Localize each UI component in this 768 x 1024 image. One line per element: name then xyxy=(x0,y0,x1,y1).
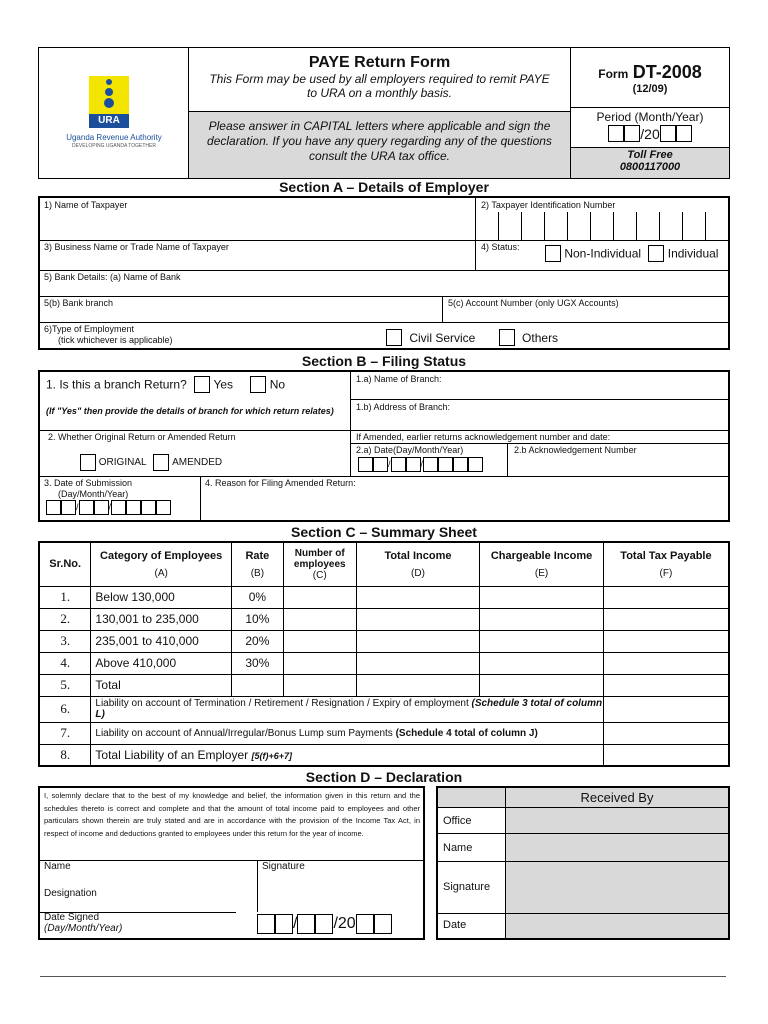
others-checkbox[interactable] xyxy=(499,329,515,346)
receiver-signature-field[interactable] xyxy=(506,862,728,914)
toll-free-label: Toll Free xyxy=(627,149,673,161)
cell-total-tax[interactable] xyxy=(603,652,729,674)
header-total-income: Total Income (D) xyxy=(356,542,480,586)
ack-number-label: 2.b Acknowledgement Number xyxy=(514,445,637,455)
receiver-signature-label: Signature xyxy=(443,881,491,893)
row-bonus-liability: Liability on account of Annual/Irregular/Bonus Lump sum Payments (Schedule 4 total of column J) xyxy=(91,722,604,744)
form-code-cell xyxy=(571,48,729,108)
non-individual-label: Non-Individual xyxy=(564,246,642,261)
header-chargeable-income: Chargeable Income (E) xyxy=(480,542,604,586)
office-label: Office xyxy=(443,815,472,827)
cell-total-income[interactable] xyxy=(356,608,480,630)
declarant-signature-label: Signature xyxy=(262,861,305,872)
table-row xyxy=(39,696,729,722)
row-number: 2. xyxy=(39,608,91,630)
row-rate: 10% xyxy=(231,608,283,630)
cell-total-income[interactable] xyxy=(356,652,480,674)
submission-date-label: 3. Date of Submission xyxy=(44,478,133,488)
row-category: Below 130,000 xyxy=(91,586,232,608)
individual-checkbox[interactable] xyxy=(648,245,664,262)
period-mid: /20 xyxy=(640,125,660,142)
section-b-title: Section B – Filing Status xyxy=(301,353,467,369)
declarant-designation-label: Designation xyxy=(44,888,97,899)
section-d-title: Section D – Declaration xyxy=(305,769,463,785)
reason-label: 4. Reason for Filing Amended Return: xyxy=(205,478,356,488)
individual-label: Individual xyxy=(667,246,719,261)
toll-free-number: 0800117000 xyxy=(619,161,681,173)
branch-no-checkbox[interactable] xyxy=(250,376,266,393)
declarant-name-label: Name xyxy=(44,861,71,872)
ack-date-boxes[interactable]: / / xyxy=(358,457,483,472)
employment-type-label: 6)Type of Employment xyxy=(44,324,135,334)
row-rate: 20% xyxy=(231,630,283,652)
date-signed-label: Date Signed xyxy=(44,912,100,923)
office-field[interactable] xyxy=(506,808,728,834)
cell-employees[interactable] xyxy=(283,586,356,608)
row-rate: 30% xyxy=(231,652,283,674)
form-title: PAYE Return Form xyxy=(308,54,451,71)
status-label: 4) Status: xyxy=(481,242,520,252)
row-number: 3. xyxy=(39,630,91,652)
account-number-label: 5(c) Account Number (only UGX Accounts) xyxy=(448,298,619,308)
period-label: Period (Month/Year) xyxy=(596,110,704,124)
original-label: ORIGINAL xyxy=(98,457,147,468)
non-individual-checkbox[interactable] xyxy=(545,245,561,262)
row-number: 7. xyxy=(39,722,91,744)
branch-no-label: No xyxy=(269,377,286,392)
employment-options xyxy=(386,329,558,346)
period-year-box-2[interactable] xyxy=(676,125,692,142)
cell-total-income[interactable] xyxy=(356,630,480,652)
declaration-text: I, solemnly declare that to the best of my knowledge and belief, the information given in this return and the schedules thereto is correct and complete and that the amount of total income paid to employees and other particulars shown therein are truly stated and are in accordance with the provision of the Income Tax Act, in respect of income and deductions granted to employees under this return for the year of income. xyxy=(44,791,420,838)
branch-address-label: 1.b) Address of Branch: xyxy=(356,402,451,412)
cell-total-tax[interactable] xyxy=(603,744,729,766)
header-category: Category of Employees (A) xyxy=(91,542,232,586)
cell-chargeable-income[interactable] xyxy=(480,608,604,630)
submission-date-boxes[interactable]: / / xyxy=(46,500,171,515)
cell-employees[interactable] xyxy=(283,608,356,630)
instruction-text: Please answer in CAPITAL letters where applicable and sign the declaration. If you have any query regarding any of the questions consult the URA tax office. xyxy=(207,119,552,163)
received-by-box xyxy=(436,786,730,940)
period-year-box-1[interactable] xyxy=(660,125,676,142)
received-by-header xyxy=(506,788,728,808)
receiver-name-label-cell xyxy=(438,834,506,862)
cell-employees[interactable] xyxy=(283,652,356,674)
logo-tagline: DEVELOPING UGANDA TOGETHER xyxy=(71,143,156,149)
bank-name-label: 5) Bank Details: (a) Name of Bank xyxy=(44,272,181,282)
table-row xyxy=(39,744,729,766)
cell-total-tax[interactable] xyxy=(603,630,729,652)
bank-branch-field[interactable] xyxy=(40,296,443,322)
ack-label: If Amended, earlier returns acknowledgement number and date: xyxy=(356,432,611,442)
table-row xyxy=(39,722,729,744)
receiver-date-field[interactable] xyxy=(506,914,728,938)
header-total-tax: Total Tax Payable (F) xyxy=(603,542,729,586)
row-category: 130,001 to 235,000 xyxy=(91,608,232,630)
table-row xyxy=(39,652,729,674)
section-c-title: Section C – Summary Sheet xyxy=(291,524,477,540)
section-a-title: Section A – Details of Employer xyxy=(279,179,489,195)
orig-amended-cell xyxy=(40,430,351,476)
footer-rule xyxy=(40,976,726,977)
row-number: 1. xyxy=(39,586,91,608)
ack-date-label: 2.a) Date(Day/Month/Year) xyxy=(356,445,464,455)
period-month-box-1[interactable] xyxy=(608,125,624,142)
cell-total-income[interactable] xyxy=(356,586,480,608)
branch-name-field[interactable] xyxy=(351,372,728,400)
amended-label: AMENDED xyxy=(172,457,223,468)
cell-total-tax[interactable] xyxy=(603,696,729,722)
cell-chargeable-income[interactable] xyxy=(480,586,604,608)
cell-total-tax[interactable] xyxy=(603,586,729,608)
period-cell xyxy=(571,108,729,148)
cell-total-income[interactable] xyxy=(356,674,480,696)
tin-boxes[interactable] xyxy=(498,212,728,240)
form-header xyxy=(38,47,730,179)
form-subtitle: This Form may be used by all employers required to remit PAYE to URA on a monthly basis. xyxy=(209,72,550,100)
business-name-field[interactable] xyxy=(40,240,476,270)
header-sr-no: Sr.No. xyxy=(39,542,91,586)
cell-employees[interactable] xyxy=(283,674,356,696)
branch-name-label: 1.a) Name of Branch: xyxy=(356,374,442,384)
cell-total-tax[interactable] xyxy=(603,674,729,696)
branch-yes-label: Yes xyxy=(213,377,234,392)
receiver-signature-label-cell xyxy=(438,862,506,914)
section-a xyxy=(38,196,730,350)
civil-service-checkbox[interactable] xyxy=(386,329,402,346)
business-name-label: 3) Business Name or Trade Name of Taxpayer xyxy=(44,242,229,252)
branch-yes-checkbox[interactable] xyxy=(194,376,210,393)
declaration-box xyxy=(38,786,425,940)
section-b xyxy=(38,370,730,522)
summary-table xyxy=(38,541,730,767)
branch-question-label: 1. Is this a branch Return? xyxy=(46,377,187,392)
date-year-prefix: /20 xyxy=(333,915,356,933)
cell-chargeable-income[interactable] xyxy=(480,652,604,674)
form-word: Form xyxy=(598,67,629,81)
row-category: Above 410,000 xyxy=(91,652,232,674)
summary-header-row xyxy=(39,542,729,586)
logo-text: URA xyxy=(89,114,129,128)
cell-employees[interactable] xyxy=(283,630,356,652)
received-by-label: Received By xyxy=(580,790,654,805)
office-label-cell xyxy=(438,808,506,834)
submission-date-hint: (Day/Month/Year) xyxy=(58,489,129,499)
row-number: 6. xyxy=(39,696,91,722)
header-rate: Rate (B) xyxy=(231,542,283,586)
civil-service-label: Civil Service xyxy=(409,330,476,345)
date-signed-hint: (Day/Month/Year) xyxy=(44,923,123,934)
bank-branch-label: 5(b) Bank branch xyxy=(44,298,114,308)
bank-name-field[interactable] xyxy=(40,270,728,296)
orig-amended-label: 2. Whether Original Return or Amended Return xyxy=(48,432,236,442)
row-rate xyxy=(231,674,283,696)
ura-logo xyxy=(89,76,129,128)
table-row xyxy=(39,630,729,652)
row-number: 4. xyxy=(39,652,91,674)
taxpayer-name-label: 1) Name of Taxpayer xyxy=(44,200,128,210)
form-version: (12/09) xyxy=(632,83,668,95)
instruction-cell xyxy=(189,112,571,178)
period-month-box-2[interactable] xyxy=(624,125,640,142)
logo-org: Uganda Revenue Authority xyxy=(66,133,162,142)
taxpayer-name-field[interactable] xyxy=(40,198,476,240)
receiver-date-label: Date xyxy=(443,919,467,931)
row-number: 5. xyxy=(39,674,91,696)
title-cell xyxy=(189,48,571,112)
receiver-name-label: Name xyxy=(443,842,473,854)
receiver-date-label-cell xyxy=(438,914,506,938)
cell-total-tax[interactable] xyxy=(603,608,729,630)
receiver-name-field[interactable] xyxy=(506,834,728,862)
table-row xyxy=(39,608,729,630)
cell-chargeable-income[interactable] xyxy=(480,674,604,696)
row-category: 235,001 to 410,000 xyxy=(91,630,232,652)
row-total-liability: Total Liability of an Employer [5(f)+6+7] xyxy=(91,744,604,766)
status-options xyxy=(545,245,718,262)
row-number: 8. xyxy=(39,744,91,766)
row-termination-liability: Liability on account of Termination / Retirement / Resignation / Expiry of employment (Schedule 3 total of column L) xyxy=(91,696,604,722)
others-label: Others xyxy=(522,330,559,345)
table-row xyxy=(39,586,729,608)
row-category: Total xyxy=(91,674,232,696)
form-code: DT-2008 xyxy=(632,62,702,82)
cell-chargeable-income[interactable] xyxy=(480,630,604,652)
logo-cell xyxy=(39,48,189,178)
tin-label: 2) Taxpayer Identification Number xyxy=(481,200,616,210)
table-row xyxy=(39,674,729,696)
header-num-employees: Number of employees (C) xyxy=(283,542,356,586)
date-signed-boxes[interactable]: / /20 xyxy=(257,914,392,934)
toll-free-cell xyxy=(571,148,729,178)
row-rate: 0% xyxy=(231,586,283,608)
employment-type-hint: (tick whichever is applicable) xyxy=(58,335,173,345)
branch-question xyxy=(46,376,285,393)
branch-note: (If "Yes" then provide the details of branch for which return relates) xyxy=(46,406,334,416)
cell-total-tax[interactable] xyxy=(603,722,729,744)
